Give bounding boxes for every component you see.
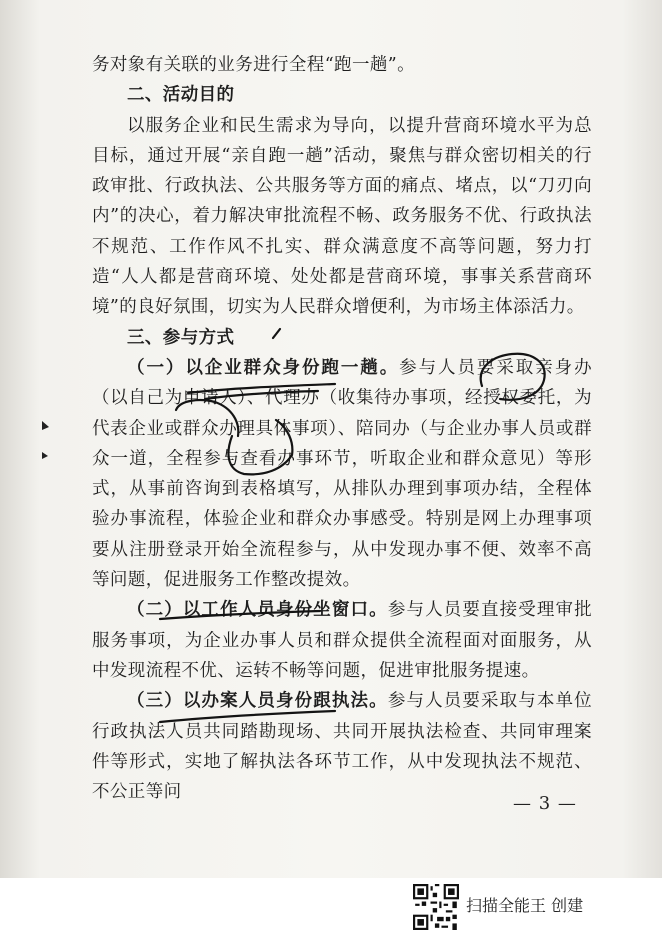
section-heading-participation: 三、参与方式: [127, 327, 235, 348]
paragraph-purpose: 以服务企业和民生需求为导向，以提升营商环境水平为总目标，通过开展“亲自跑一趟”活动，聚焦与群众密切相关的行政审批、行政执法、公共服务等方面的痛点、堵点，以“刀刃向内”的决心，着力解决审批流程不畅、政务服务不优、行政执法不规范、工作作风不扎实、群众满意度不高等问题，努力打造“人人都是营商环境、处处都是营商环境，事事关系营商环境”的良好氛围，切实为人民群众增便利，为市场主体添活力。: [92, 115, 592, 318]
section-heading-purpose: 二、活动目的: [127, 85, 235, 106]
method-1-title: （一）以企业群众身份跑一趟。: [127, 357, 400, 378]
method-2-title: （二）以工作人员身份坐窗口。: [127, 600, 388, 621]
margin-mark-2: [42, 452, 48, 459]
paragraph-method-2: [92, 595, 592, 686]
paragraph-method-1: [92, 353, 592, 595]
method-3-title: （三）以办案人员身份跟执法。: [127, 691, 388, 712]
method-1-body: 参与人员要采取亲身办（以自己为申请人）、代理办（收集待办事项，经授权委托，为代表企业或群众办理具体事项）、陪同办（与企业办事人员或群众一道，全程参与查看办事环节，听取企业和群众意见）等形式，从事前咨询到表格填写，从排队办理到事项办结，全程体验办事流程，体验企业和群众办事感受。特别是网上办理事项要从注册登录开始全流程参与，从中发现办事不便、效率不高等问题，促进服务工作整改提效。: [92, 357, 593, 591]
paragraph-continuation: 务对象有关联的业务进行全程“跑一趟”。: [92, 55, 415, 75]
scanner-brand-label: 扫描全能王 创建: [466, 896, 584, 915]
margin-mark-1: [42, 421, 49, 430]
qr-code-icon: [413, 884, 459, 930]
method-2-body: 参与人员要直接受理审批服务事项，为企业办事人员和群众提供全流程面对面服务，从中发现流程不优、运转不畅等问题，促进审批服务提速。: [92, 600, 592, 681]
page-number: — 3 —: [513, 793, 577, 814]
method-3-body: 参与人员要采取与本单位行政执法人员共同踏勘现场、共同开展执法检查、共同审理案件等形式，实地了解执法各环节工作，从中发现执法不规范、不公正等问: [92, 691, 592, 803]
document-body: [92, 50, 592, 807]
paragraph-method-3: [92, 686, 592, 807]
scanner-watermark-bar: [0, 878, 662, 936]
